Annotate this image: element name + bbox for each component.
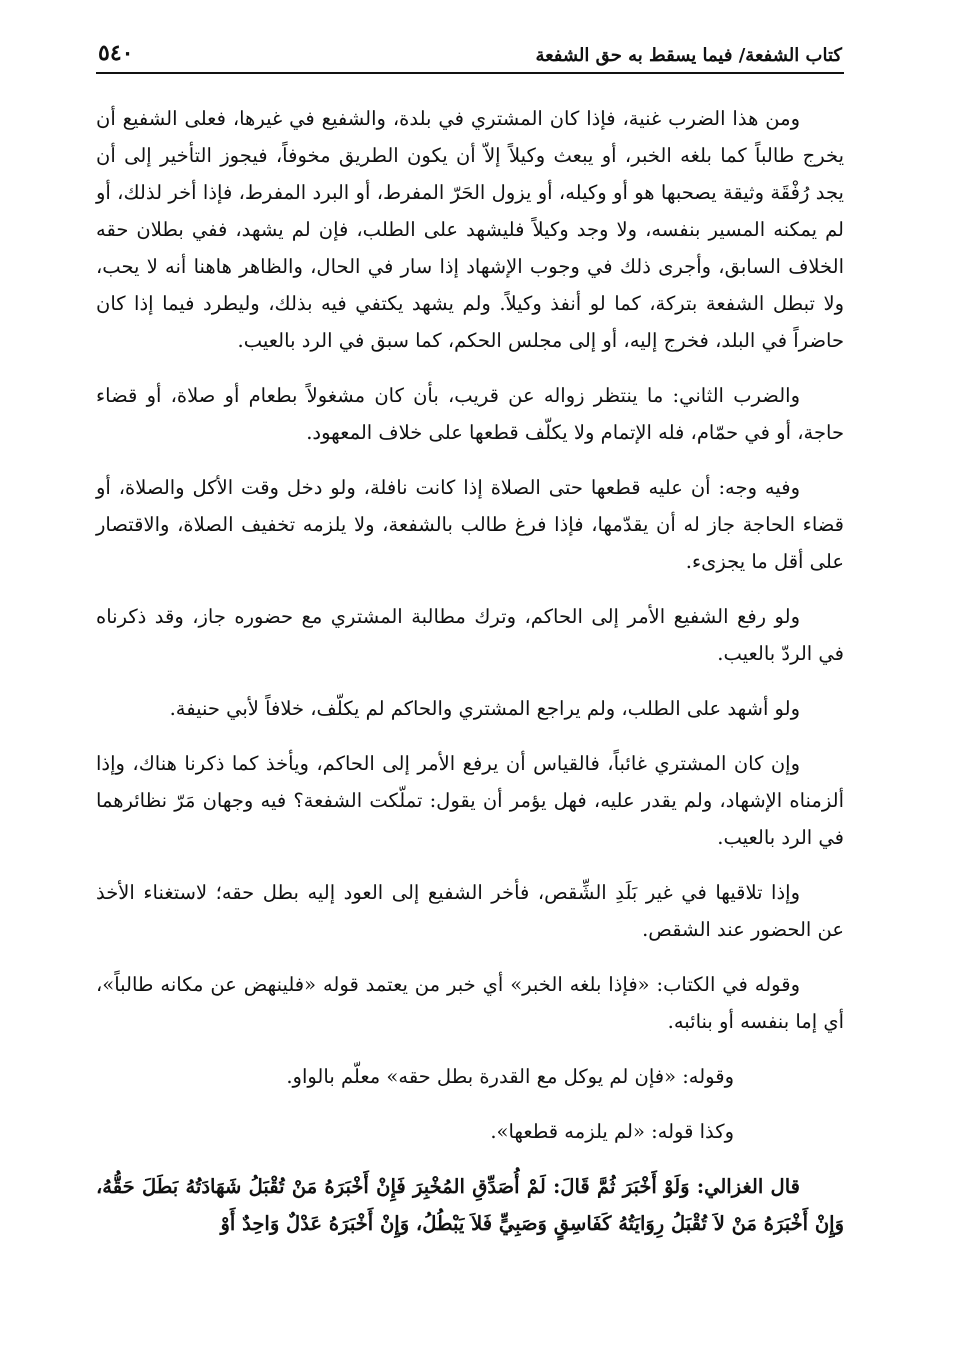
running-title: كتاب الشفعة/ فيما يسقط به حق الشفعة — [535, 45, 842, 66]
page-header — [96, 28, 844, 74]
short-paragraph: وكذا قوله: «لم يلزمه قطعها». — [490, 1120, 734, 1143]
paragraph: والضرب الثاني: ما ينتظر زواله عن قريب، بأن كان مشغولاً بطعام أو صلاة، أو قضاء حاجة، أو في حمّام، فله الإتمام ولا يكلّف قطعها على خلاف المعهود. — [96, 384, 844, 444]
short-paragraph: وقوله: «فإن لم يوكل مع القدرة بطل حقه» معلّم بالواو. — [286, 1065, 734, 1088]
paragraph: ولو رفع الشفيع الأمر إلى الحاكم، وترك مطالبة المشتري مع حضوره جاز، وقد ذكرناه في الردّ بالعيب. — [96, 605, 844, 665]
paragraph: وقوله في الكتاب: «فإذا بلغه الخبر» أي خبر من يعتمد قوله «فلينهض عن مكانه طالباً»، أي إما بنفسه أو بنائبه. — [96, 973, 844, 1033]
book-page — [96, 28, 844, 1348]
page-number: ٥٤٠ — [98, 40, 134, 66]
ghazali-quote-paragraph: قال الغزالي: وَلَوْ أَخْبَرَ ثُمَّ قَالَ: لَمْ أُصَدِّقِ المُخْبِرَ فَإِنْ أَخْبَرَهُ مَنْ تُقْبَلُ شَهَادَتُهُ بَطَلَ حَقُّهُ، وَإِنْ أَخْبَرَهُ مَنْ لاَ تُقْبَلُ رِوَايَتُهُ كَفَاسِقٍ وَصَبِيٍّ فَلاَ يَبْطُلُ، وَإِنْ أَخْبَرَهُ عَدْلٌ وَاحِدٌ أَوْ — [96, 1175, 844, 1235]
paragraph: وفيه وجه: أن عليه قطعها حتى الصلاة إذا كانت نافلة، ولو دخل وقت الأكل والصلاة، أو قضاء الحاجة جاز له أن يقدّمها، فإذا فرغ طالب بالشفعة، ولا يلزمه تخفيف الصلاة، والاقتصار على أقل ما يجزىء. — [96, 476, 844, 573]
page-body — [96, 100, 844, 1242]
paragraph: ولو أشهد على الطلب، ولم يراجع المشتري والحاكم لم يكلّف، خلافاً لأبي حنيفة. — [169, 697, 800, 720]
paragraph: ومن هذا الضرب غنية، فإذا كان المشتري في بلدة، والشفيع في غيرها، فعلى الشفيع أن يخرج طالباً كما بلغه الخبر، أو يبعث وكيلاً إلاّ أن يكون الطريق مخوفاً، فيجوز التأخير إلى أن يجد رُفْقَة وثيقة يصحبها هو أو وكيله، أو يزول الحَرّ المفرط، أو البرد المفرط، فإذا أخر لذلك، أو لم يمكنه المسير بنفسه، ولا وجد وكيلاً فليشهد على الطلب، فإن لم يشهد، ففي بطلان حقه الخلاف السابق، وأجرى ذلك في وجوب الإشهاد إذا سار في الحال، والظاهر هاهنا أنه لا يحب، ولا تبطل الشفعة بتركة، كما لو أنفذ وكيلاً. ولم يشهد يكتفي فيه بذلك، وليطرد فيما إذا كان حاضراً في البلد، فخرج إليه، أو إلى مجلس الحكم، كما سبق في الرد بالعيب. — [96, 107, 844, 352]
paragraph: وإذا تلاقيها في غير بَلَدِ الشِّقص، فأخر الشفيع إلى العود إليه بطل حقه؛ لاستغناء الأخذ عن الحضور عند الشقص. — [96, 881, 844, 941]
paragraph: وإن كان المشتري غائباً، فالقياس أن يرفع الأمر إلى الحاكم، ويأخذ كما ذكرنا هناك، وإذا ألزمناه الإشهاد، ولم يقدر عليه، فهل يؤمر أن يقول: تملّكت الشفعة؟ فيه وجهان مَرّ نظائرهما في الرد بالعيب. — [96, 752, 844, 849]
